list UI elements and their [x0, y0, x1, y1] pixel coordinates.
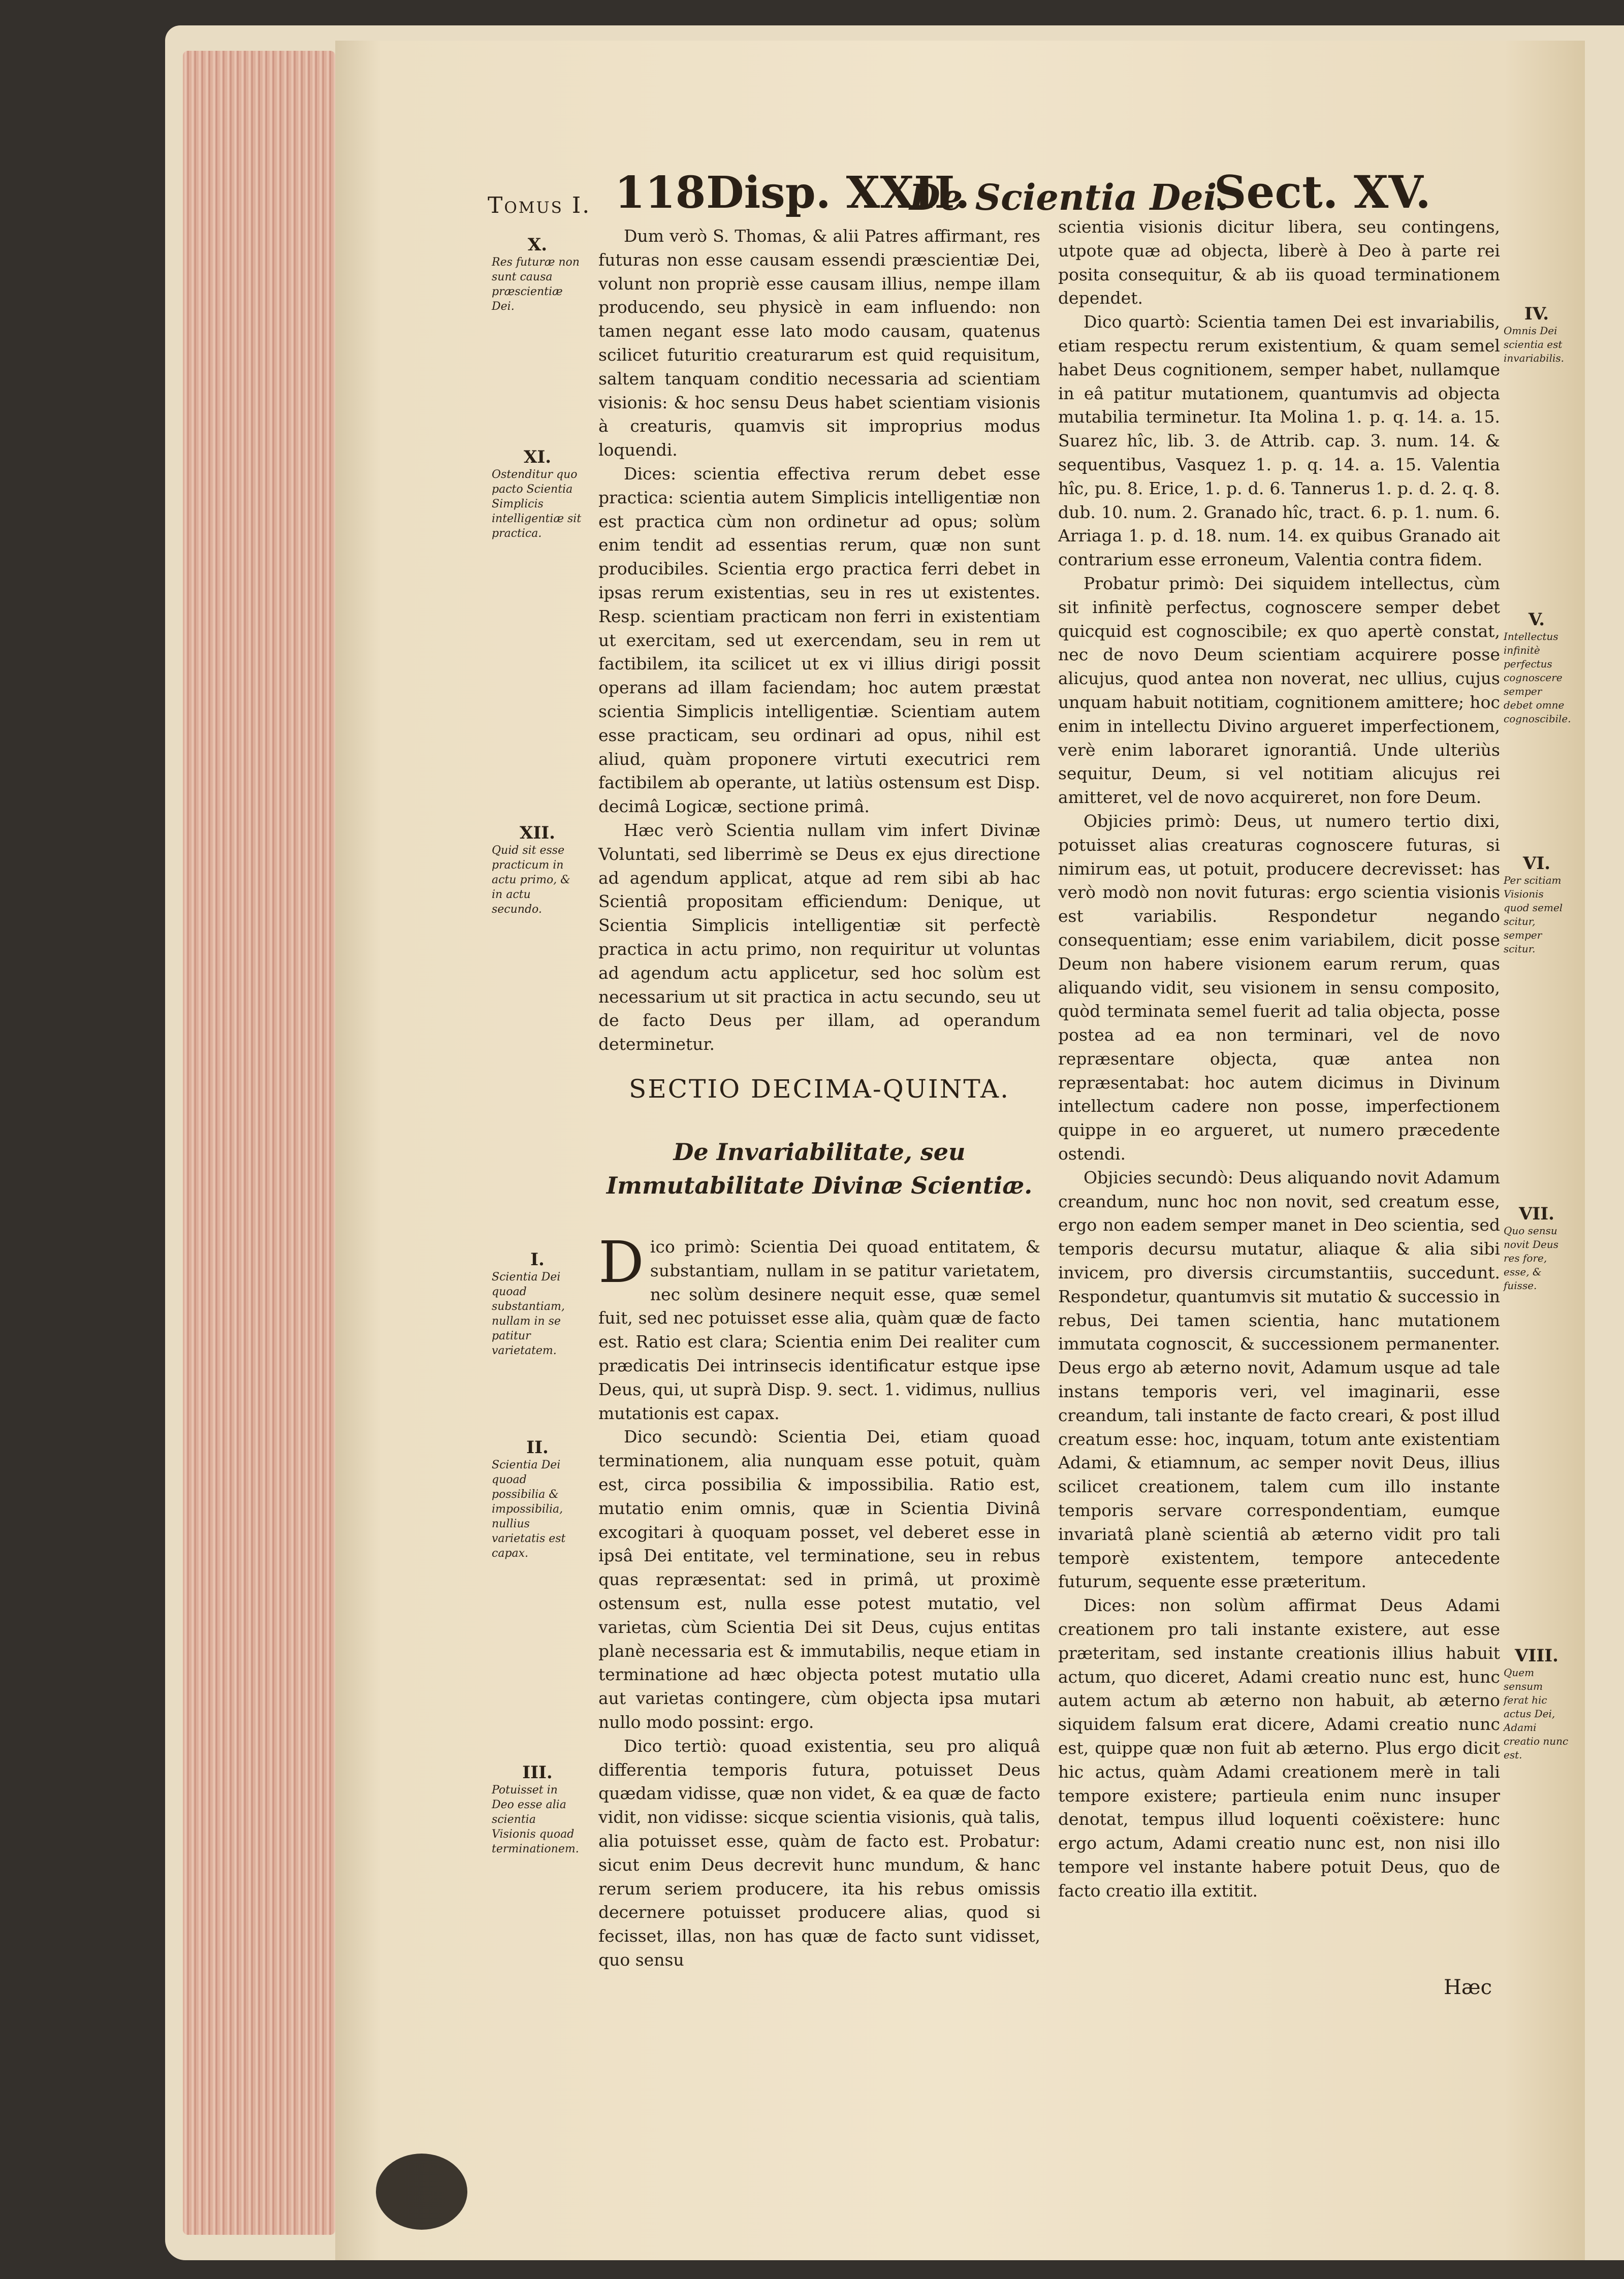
margin-number: VIII. [1515, 1646, 1558, 1666]
right-column [1058, 215, 1500, 1903]
margin-note [492, 235, 583, 314]
margin-text: Intellectus infinitè perfectus cognoscere semper debet omne cognoscibile. [1504, 630, 1571, 725]
margin-note [492, 1762, 583, 1856]
margin-text: Scientia Dei quoad possibilia & impossibilia, nullius varietatis est capax. [492, 1459, 566, 1560]
margin-number: III. [522, 1762, 553, 1783]
margin-text: Potuisset in Deo esse alia scientia Visionis quoad terminationem. [492, 1784, 579, 1855]
paragraph: Dico secundò: Scientia Dei, etiam quoad terminationem, alia nunquam esse potuit, quàm est, circa possibilia & impossibilia. Ratio est, mutatio enim omnis, quæ in Scientia Divinâ excogitari à quoquam posset, vel deberet esse in ipsâ Dei entitate, vel terminatione, seu in rebus quas repræsentat: sed in primâ, ut proximè ostensum est, nulla esse potest mutatio, vel varietas, cùm Scientia Dei sit Deus, cujus entitas planè necessaria est & immutabilis, neque etiam in terminatione ad hæc objecta potest mutatio ulla aut varietas contingere, cùm objecta ipsa mutari nullo modo possint: ergo. [598, 1427, 1040, 1732]
margin-text: Quem sensum ferat hic actus Dei, Adami creatio nunc est. [1504, 1666, 1569, 1761]
paragraph: Objicies primò: Deus, ut numero tertio dixi, potuisset alias creaturas cognoscere futuras, si nimirum eas, ut potuit, producere decrevisset: has verò modò non novit futuras: ergo scientia visionis est variabilis. Respondetur negando consequentiam; esse enim variabilem, dicit posse Deum non habere visionem earum rerum, quas aliquando vidit, seu visionem in sensu composito, quòd terminata semel fuerit ad talia objecta, posse postea ad ea non terminari, vel de novo repræsentare objecta, quæ antea non repræsentabat: hoc autem dicimus in Divinum intellectum cadere non posse, imperfectionem quippe in eo argueret, ut numero præcedente ostendi. [1058, 811, 1500, 1164]
section-label: Sect. XV. [1214, 166, 1431, 218]
page-number: 118 [615, 167, 706, 218]
running-head [488, 152, 1431, 218]
paragraph: Dum verò S. Thomas, & alii Patres affirmant, res futuras non esse causam essendi præscientiæ Dei, volunt non propriè esse causam illius, nempe illam producendo, seu physicè in eam influendo: non tamen negant esse lato modo causam, quatenus scilicet futuritio creaturarum est quid requisitum, saltem tanquam conditio necessaria ad scientiam visionis: & hoc sensu Deus habet scientiam visionis à creaturis, quamvis sit improprius modus loquendi. [598, 226, 1040, 460]
catchword: Hæc [1444, 1976, 1492, 1999]
drop-capital: D [598, 1230, 644, 1296]
paragraph: Hæc verò Scientia nullam vim infert Divinæ Voluntati, sed liberrimè se Deus ex ejus directione ad agendum applicat, atque ad rem sibi ab hac Scientiâ propositam efficiendum: Denique, ut Scientia Simplicis intelligentiæ sit perfectè practica in actu primo, non requiritur ut voluntas ad agendum actu applicetur, sed hoc solùm est necessarium ut sit practica in actu secundo, seu ut de facto Deus per illam, ad operandum determinetur. [598, 820, 1040, 1054]
margin-number: II. [526, 1437, 549, 1458]
paragraph: Dico tertiò: quoad existentia, seu pro aliquâ differentia temporis futura, potuisset Deus quædam vidisse, quæ non videt, & ea quæ de facto vidit, non vidisse: sicque scientia visionis, quà talis, alia potuisset esse, quàm de facto est. Probatur: sicut enim Deus decrevit hunc mundum, & hanc rerum seriem producere, ita his rebus omissis decernere potuisset producere alias, quod si fecisset, illas, non has quæ de facto sunt vidisset, quo sensu [598, 1736, 1040, 1970]
paragraph: scientia visionis dicitur libera, seu contingens, utpote quæ ad objecta, liberè à Deo à parte rei posita consequitur, & ab iis quoad terminationem dependet. [1058, 217, 1500, 308]
running-title: De Scientia Dei. [909, 176, 1229, 218]
margin-text: Scientia Dei quoad substantiam, nullam in se patitur varietatem. [492, 1271, 565, 1357]
page-edges [183, 51, 335, 2235]
left-column-lower [598, 1230, 1040, 1972]
margin-note [492, 447, 583, 541]
margin-number: IV. [1524, 304, 1549, 324]
tomus-label: Tomus I. [488, 192, 591, 218]
margin-note [492, 1249, 583, 1358]
margin-note [1504, 853, 1570, 956]
margin-text: Quid sit esse practicum in actu primo, & in actu secundo. [492, 844, 570, 916]
section-heading: SECTIO DECIMA-QUINTA. [628, 1074, 1010, 1104]
margin-number: VI. [1522, 853, 1551, 874]
paragraph: Probatur primò: Dei siquidem intellectus, cùm sit infinitè perfectus, cognoscere semper debet quicquid est cognoscibile; ex quo apertè constat, nec de novo Deum scientiam acquirere posse alicujus, quod antea non noverat, nec ullius, cujus unquam habuit notitiam, cognitionem amittere; hoc enim in intellectu Divino argueret imperfectionem, verè enim laboraret ignorantiâ. Unde ulteriùs sequitur, Deum, si vel notitiam alicujus rei amitteret, vel de novo acquireret, non fore Deum. [1058, 573, 1500, 808]
disputatio-label: Disp. XXII. [706, 167, 970, 218]
ink-stain [376, 2154, 467, 2230]
paragraph: Dico quartò: Scientia tamen Dei est invariabilis, etiam respectu rerum existentium, & quam semel habet Deus cognitionem, semper habet, nullamque in eâ patitur mutationem, quantumvis ad objecta mutabilia terminetur. Ita Molina 1. p. q. 14. a. 15. Suarez hîc, lib. 3. de Attrib. cap. 3. num. 14. & sequentibus, Vasquez 1. p. q. 14. a. 15. Valentia hîc, pu. 8. Erice, 1. p. d. 6. Tannerus 1. p. d. 2. q. 8. dub. 10. num. 2. Granado hîc, tract. 6. p. 1. num. 6. Arriaga 1. p. d. 18. num. 14. ex quibus Granado ait contrarium esse erroneum, Valentia contra fidem. [1058, 312, 1500, 570]
margin-note [1504, 1204, 1570, 1293]
margin-text: Ostenditur quo pacto Scientia Simplicis intelligentiæ sit practica. [492, 468, 582, 540]
paragraph [598, 1230, 1040, 1425]
margin-note [492, 823, 583, 917]
margin-number: X. [527, 235, 548, 255]
margin-text: Omnis Dei scientia est invariabilis. [1504, 325, 1564, 364]
margin-note [1504, 304, 1570, 365]
margin-number: V. [1528, 609, 1545, 630]
margin-text: Quo sensu novit Deus res fore, esse, & fuisse. [1504, 1225, 1559, 1292]
left-column-upper [598, 224, 1040, 1056]
margin-note [492, 1437, 583, 1561]
margin-note [1504, 1646, 1570, 1762]
margin-number: VII. [1518, 1204, 1555, 1224]
margin-text: Per scitiam Visionis quod semel scitur, semper scitur. [1504, 874, 1563, 955]
margin-number: I. [530, 1249, 545, 1270]
section-subtitle: De Invariabilitate, seu Immutabilitate Divinæ Scientiæ. [606, 1138, 1033, 1199]
margin-number: XI. [523, 447, 552, 467]
paragraph: Dices: non solùm affirmat Deus Adami creationem pro tali instante existere, aut esse præteritam, sed instante creationis illius habuit actum, quo diceret, Adami creatio nunc est, hunc autem actum ab æterno non habuit, ab æterno siquidem falsum erat dicere, Adami creatio nunc est, quippe quæ non fuit ab æterno. Plus ergo dicit hic actus, quàm Adami creationem merè in tali tempore existere; partieula enim nunc insuper denotat, tempus illud loquenti coëxistere: hunc ergo actum, Adami creatio nunc est, non nisi illo tempore vel instante habere potuit Deus, quo de facto creatio illa extitit. [1058, 1595, 1500, 1901]
paragraph: Objicies secundò: Deus aliquando novit Adamum creandum, nunc hoc non novit, sed creatum esse, ergo non eadem semper manet in Deo scientia, sed temporis decursu mutatur, aliaque & alia sibi invicem, pro diversis circumstantiis, succedunt. Respondetur, quantumvis sit mutatio & successio in rebus, Dei tamen scientia, hanc mutationem immutata cognoscit, & successionem permanenter. Deus ergo ab æterno novit, Adamum usque ad tale instans temporis veri, vel imaginarii, esse creandum, tali instante de facto creari, & post illud creatum esse: hoc, inquam, totum ante existentiam Adami, & etiamnum, ac semper novit Deus, illius scilicet creationem, talem cum illo instante temporis servare correspondentiam, eumque invariatâ planè scientiâ ab æterno vidit pro tali temporè existentem, tempore antecedente futurum, sequente esse præteritum. [1058, 1167, 1500, 1592]
margin-number: XII. [519, 823, 556, 843]
paragraph-text: ico primò: Scientia Dei quoad entitatem, & substantiam, nullam in se patitur varietatem, nec solùm desinere nequit esse, quæ semel fuit, sed nec potuisset esse alia, quàm quæ de facto est. Ratio est clara; Scientia enim Dei realiter cum prædicatis Dei intrinsecis identificatur estque ipse Deus, qui, ut suprà Disp. 9. sect. 1. vidimus, nullius mutationis est capax. [598, 1237, 1040, 1423]
margin-note [1504, 609, 1570, 726]
margin-text: Res futuræ non sunt causa præscientiæ Dei. [492, 256, 580, 313]
paragraph: Dices: scientia effectiva rerum debet esse practica: scientia autem Simplicis intelligentiæ non est practica cùm non ordinetur ad opus; solùm enim tendit ad essentias rerum, quæ non sunt producibiles. Scientia ergo practica ferri debet in ipsas rerum existentias, seu in res ut existentes. Resp. scientiam practicam non ferri in existentiam ut exercitam, sed ut exercendam, seu in rem ut factibilem, ita scilicet ut ex vi illius dirigi possit operans ad illam faciendam; hoc autem præstat scientia Simplicis intelligentiæ. Scientiam autem esse practicam, seu ordinari ad opus, nihil est aliud, quàm proponere virtuti executrici rem factibilem ab operante, ut latiùs ostensum est Disp. decimâ Logicæ, sectione primâ. [598, 463, 1040, 817]
